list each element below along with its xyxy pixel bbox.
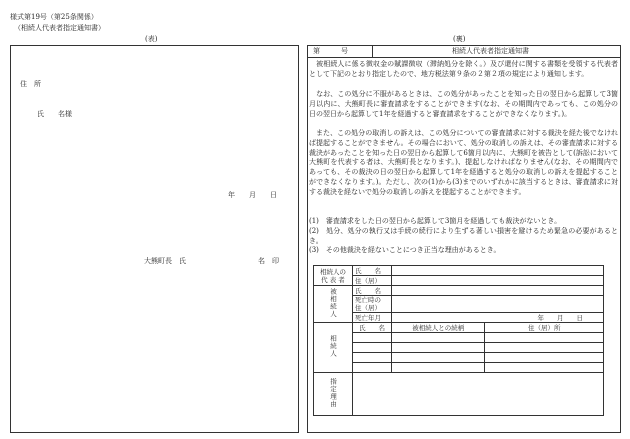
death-addr-value	[391, 296, 603, 313]
item-3: (3) その他裁決を経ないことにつき正当な理由があるとき。	[309, 246, 501, 254]
date-label: 年 月 日	[228, 191, 277, 199]
front-panel	[10, 45, 299, 433]
rep-addr-label: 住（居）	[352, 276, 391, 286]
document-title: 相続人代表者指定通知書	[452, 47, 529, 55]
reason-value	[352, 373, 603, 416]
designation-table	[313, 265, 604, 416]
number-label: 第 号	[313, 47, 348, 55]
representative-label: 相続人の 代 表 者	[314, 266, 353, 286]
paragraph-3: また、この処分の取消しの訴えは、この処分についての審査請求に対する裁決を経た後でなければ提起することができません。その場合において、処分の取消しの訴えは、その審査請求に対する裁決があったことを知った日の翌日から起算して6箇月以内に、大熊町を被告として(訴訟において大熊町を代表する者は、大熊町長となります。)、提起しなければなりません(なお、その期間内であっても、その裁決の日の翌日から起算して1年を経過すると処分の取消しの訴えを提起することができなくなります。)。ただし、次の(1)から(3)までのいずれかに該当するときは、審査請求に対する裁決を経ないで処分の取消しの訴えを提起することができます。	[309, 129, 618, 196]
back-label: (裏)	[453, 35, 466, 43]
decedent-name-label: 氏 名	[352, 286, 391, 296]
mayor-label: 大熊町長 氏	[144, 257, 186, 265]
form-number: 様式第19号（第25条関係）	[10, 13, 98, 21]
death-date-value: 年 月 日	[391, 313, 603, 323]
item-1: (1) 審査請求をした日の翌日から起算して3箇月を経過しても裁決がないとき。	[309, 217, 562, 225]
decedent-name-value	[391, 286, 603, 296]
address-label: 住 所	[20, 80, 41, 88]
form-title: （相続人代表者指定通知書）	[14, 24, 105, 32]
seal-label: 名 印	[258, 257, 279, 265]
heirs-label: 相続人	[314, 323, 353, 373]
reason-label: 指定理由	[314, 373, 353, 416]
paragraph-1: 被相続人に係る徴収金の賦課徴収（滞納処分を除く。）及び還付に関する書類を受領する代表者として下記のとおり指定したので、地方税法第９条の２第２項の規定により通知します。	[309, 60, 618, 78]
heirs-address-header: 住（居）所	[485, 323, 604, 333]
heirs-name-header: 氏 名	[352, 323, 391, 333]
paragraph-2: なお、この処分に不服があるときは、この処分があったことを知った日の翌日から起算して3箇月以内に、大熊町長に審査請求をすることができます(なお、その期間内であっても、この処分の日の翌日から起算して1年を経過すると審査請求をすることができなくなります。)。	[309, 90, 618, 118]
death-addr-label: 死亡時の 住（居）	[352, 296, 391, 313]
item-2: (2) 処分、処分の執行又は手続の続行により生ずる著しい損害を避けるため緊急の必要があるとき。	[309, 227, 618, 245]
front-label: (表)	[145, 35, 158, 43]
name-label: 氏 名様	[37, 110, 72, 118]
heirs-relation-header: 被相続人との続柄	[391, 323, 485, 333]
rep-name-value	[391, 266, 603, 276]
rep-name-label: 氏 名	[352, 266, 391, 276]
rep-addr-value	[391, 276, 603, 286]
death-date-label: 死亡年月	[352, 313, 391, 323]
decedent-label: 被相続人	[314, 286, 353, 323]
